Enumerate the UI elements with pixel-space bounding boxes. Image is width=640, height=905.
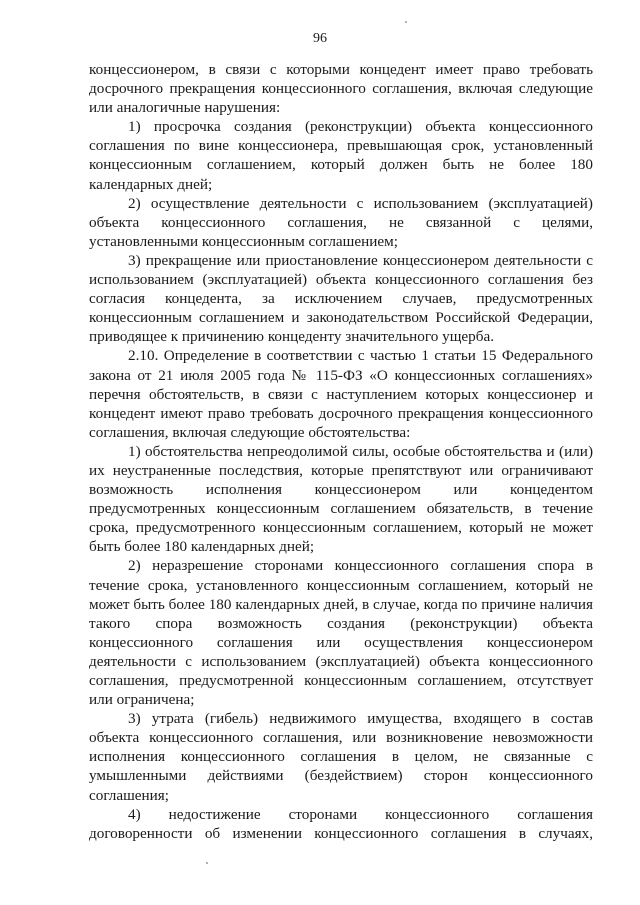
paragraph-section-2-10: 2.10. Определение в соответствии с частью 1 статьи 15 Федерального закона от 21 июля 2005 года № 115-ФЗ «О концессионных соглашениях» перечня обстоятельств, в связи с наступлением которых концессионер и концедент имеют право требовать досрочного прекращения концессионного соглашения, включая следующие обстоятельства: <box>89 347 593 441</box>
paragraph-continuation: концессионером, в связи с которыми концедент имеет право требовать досрочного прекращения концессионного соглашения, включая следующие или аналогичные нарушения: <box>89 61 593 117</box>
page-number: 96 <box>313 31 327 46</box>
document-body <box>89 60 593 843</box>
paragraph-violation-1: 1) просрочка создания (реконструкции) объекта концессионного соглашения по вине концессионера, превышающая срок, установленный концессионным соглашением, который должен быть не более 180 календарных дней; <box>89 118 593 193</box>
scan-speck <box>405 21 407 23</box>
paragraph-circumstance-4: 4) недостижение сторонами концессионного соглашения договоренности об изменении концессионного соглашения в случаях, <box>89 805 593 842</box>
paragraph-circumstance-2: 2) неразрешение сторонами концессионного соглашения спора в течение срока, установленного концессионным соглашением, который не может быть более 180 календарных дней, в случае, когда по причине наличия такого спора возможность создания (реконструкции) объекта концессионного соглашения или осуществления концессионером деятельности с использованием (эксплуатацией) объекта концессионного соглашения, предусмотренной концессионным соглашением, отсутствует или ограничена; <box>89 557 593 709</box>
paragraph-circumstance-3: 3) утрата (гибель) недвижимого имущества, входящего в состав объекта концессионного соглашения, или возникновение невозможности исполнения концессионного соглашения в целом, не связанные с умышленными действиями (бездействием) сторон концессионного соглашения; <box>89 710 593 804</box>
paragraph-violation-2: 2) осуществление деятельности с использованием (эксплуатацией) объекта концессионного соглашения, не связанной с целями, установленными концессионным соглашением; <box>89 194 593 250</box>
scan-speck <box>206 862 208 864</box>
paragraph-circumstance-1: 1) обстоятельства непреодолимой силы, особые обстоятельства и (или) их неустраненные последствия, которые препятствуют или ограничивают возможность исполнения концессионером или концедентом предусмотренных концессионным соглашением обязательств, в течение срока, предусмотренного концессионным соглашением, который не может быть более 180 календарных дней; <box>89 442 593 556</box>
paragraph-violation-3: 3) прекращение или приостановление концессионером деятельности с использованием (эксплуатацией) объекта концессионного соглашения без согласия концедента, за исключением случаев, предусмотренных концессионным соглашением и законодательством Российской Федерации, приводящее к причинению концеденту значительного ущерба. <box>89 251 593 346</box>
